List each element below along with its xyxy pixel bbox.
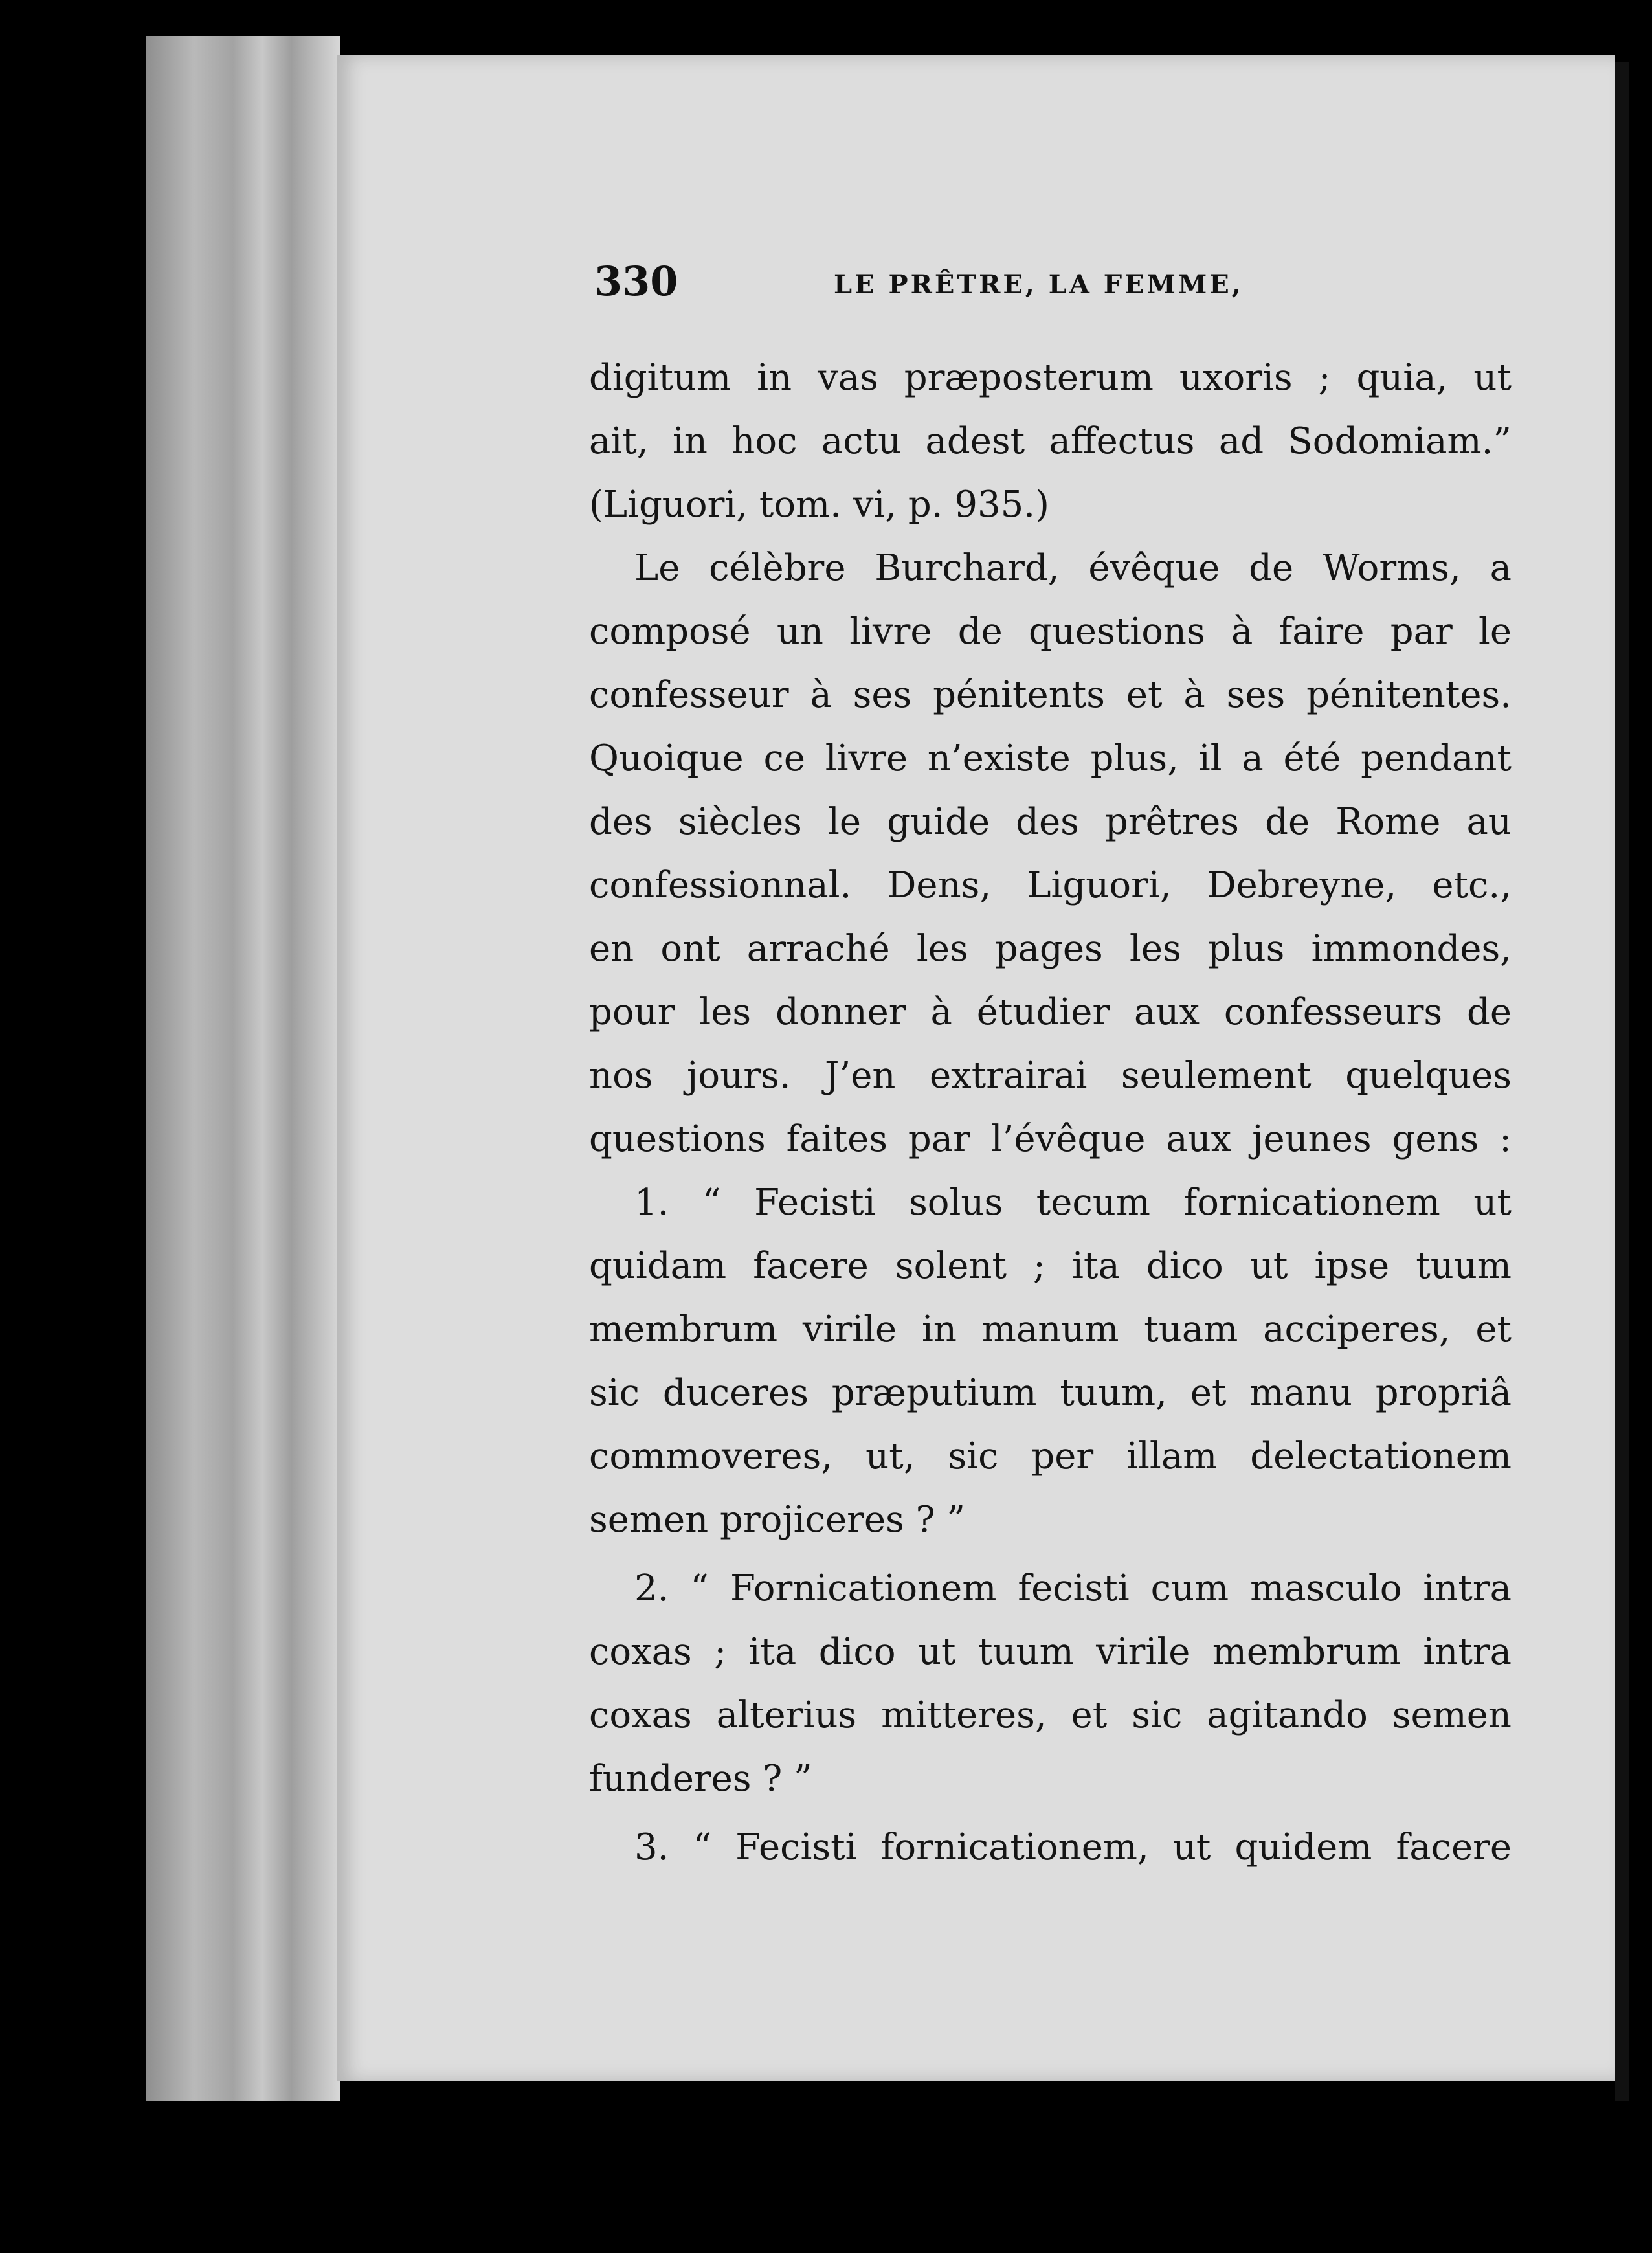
text-line: Le célèbre Burchard, évêque de Worms, a	[634, 547, 1512, 589]
text-line: funderes ? ”	[589, 1758, 812, 1800]
text-line: coxas ; ita dico ut tuum virile membrum intra	[589, 1631, 1512, 1673]
text-line: membrum virile in manum tuam acciperes, et	[589, 1308, 1512, 1351]
text-line: Quoique ce livre n’existe plus, il a été pendant	[589, 737, 1512, 779]
body-text	[589, 346, 1512, 1879]
text-line: pour les donner à étudier aux confesseurs de	[589, 991, 1512, 1033]
text-line: composé un livre de questions à faire par le	[589, 611, 1512, 653]
book-page-edge	[146, 36, 340, 2101]
text-line: 1. “ Fecisti solus tecum fornicationem ut	[634, 1182, 1512, 1224]
text-line: digitum in vas præposterum uxoris ; quia, ut	[589, 357, 1512, 399]
text-line: sic duceres præputium tuum, et manu propriâ	[589, 1372, 1512, 1414]
text-line: 2. “ Fornicationem fecisti cum masculo intra	[634, 1567, 1512, 1609]
text-line: quidam facere solent ; ita dico ut ipse tuum	[589, 1245, 1512, 1287]
text-line: 3. “ Fecisti fornicationem, ut quidem facere	[634, 1826, 1512, 1868]
page-number: 330	[594, 258, 678, 305]
text-line: en ont arraché les pages les plus immondes,	[589, 928, 1512, 970]
text-line: nos jours. J’en extrairai seulement quelques	[589, 1055, 1512, 1097]
text-line: questions faites par l’évêque aux jeunes gens :	[589, 1118, 1512, 1160]
text-line: semen projiceres ? ”	[589, 1499, 965, 1541]
text-line: ait, in hoc actu adest affectus ad Sodomiam.”	[589, 420, 1512, 462]
running-title: LE PRÊTRE, LA FEMME,	[834, 269, 1244, 300]
scan-border	[1615, 62, 1629, 2101]
text-line: (Liguori, tom. vi, p. 935.)	[589, 484, 1049, 526]
text-line: coxas alterius mitteres, et sic agitando semen	[589, 1694, 1512, 1736]
page-header	[594, 258, 1293, 316]
text-line: confesseur à ses pénitents et à ses pénitentes.	[589, 674, 1512, 716]
text-line: des siècles le guide des prêtres de Rome au	[589, 801, 1512, 843]
text-line: commoveres, ut, sic per illam delectationem	[589, 1435, 1512, 1477]
text-line: confessionnal. Dens, Liguori, Debreyne, etc.,	[589, 864, 1512, 906]
